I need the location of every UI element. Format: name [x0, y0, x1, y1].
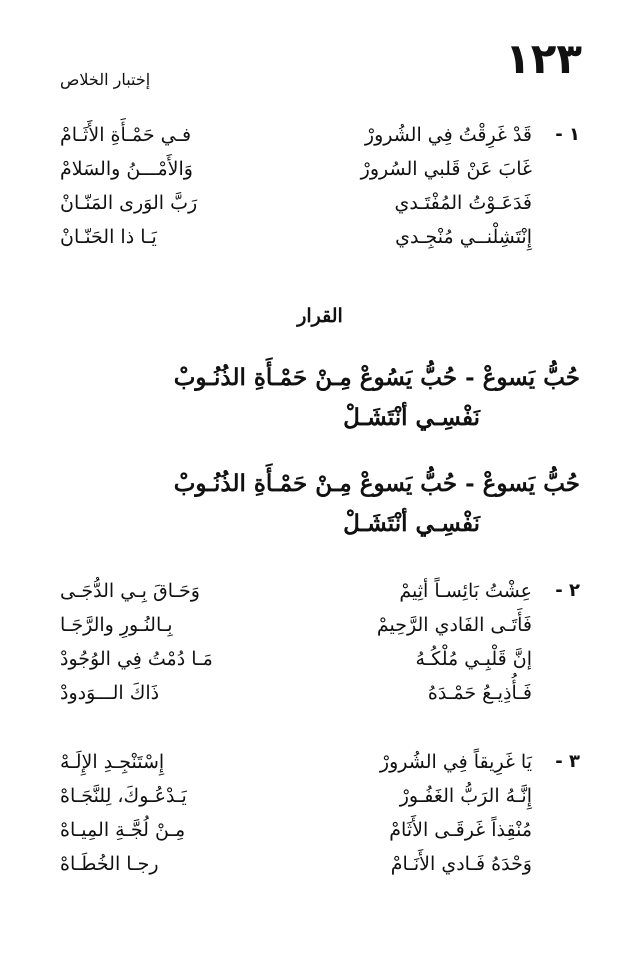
first-hemistich: فَأَتَـى الفَادي الرَّحِيمْ: [376, 614, 532, 636]
second-hemistich: فـي حَمْـأَةِ الأَثَـامْ: [60, 124, 192, 146]
verse-line: [60, 152, 580, 186]
first-hemistich: إِنَّـهُ الرَبُّ الغَفُـورْ: [399, 785, 532, 807]
refrain-block: [60, 358, 580, 438]
first-hemistich: فَدَعَـوْتُ المُفْتَـدي: [394, 192, 532, 214]
second-hemistich: بِـالنُـورِ والرَّجَـا: [60, 614, 173, 636]
stanza-2: [60, 574, 580, 710]
refrain-line: حُبُّ يَسوعْ - حُبُّ يَسوعْ مِـنْ حَمْـأَةِ الذُنُـوبْ: [173, 470, 580, 497]
verse-line: [60, 813, 580, 847]
second-hemistich: رَبَّ الوَرى المَنّـانْ: [60, 192, 198, 214]
first-hemistich: غَابَ عَنْ قَلبي السُرورْ: [360, 158, 532, 180]
stanza-1: [60, 118, 580, 254]
stanza-3: [60, 745, 580, 881]
hymn-title: إختبار الخلاص: [60, 70, 151, 89]
refrain-line: نَفْسِـي أنْتَشَـلْ: [343, 510, 480, 537]
verse-line: [60, 220, 580, 254]
second-hemistich: يَـا ذا الحَنّـانْ: [60, 226, 157, 248]
first-hemistich: عِشْتُ بَائِسـاً أثِيمْ: [399, 580, 532, 602]
second-hemistich: يَـدْعُـوكَ، لِلنَّجَـاهْ: [60, 785, 187, 807]
verse-line: [60, 745, 580, 779]
second-hemistich: مَـا دُمْتُ فِي الوُجُودْ: [60, 648, 213, 670]
first-hemistich: إِنْتَشِلْنــي مُنْجِـدي: [395, 226, 532, 248]
second-hemistich: رجـا الخُطَـاهْ: [60, 853, 159, 875]
second-hemistich: وَحَـاقَ بِـي الدُّجَـى: [60, 580, 200, 602]
first-hemistich: يَا غَرِيقاً فِي الشُرورْ: [379, 751, 532, 773]
first-hemistich: فَـأُذِيـعُ حَمْـدَهُ: [427, 682, 532, 704]
verse-line: [60, 676, 580, 710]
verse-line: [60, 186, 580, 220]
refrain-line: نَفْسِـي أنْتَشَـلْ: [343, 404, 480, 431]
first-hemistich: وَحْدَهُ فَـادي الأَنَـامْ: [390, 853, 532, 875]
first-hemistich: قَدْ غَرِقْتُ فِي الشُرورْ: [364, 124, 532, 146]
second-hemistich: مِـنْ لُجَّـةِ المِيـاهْ: [60, 819, 186, 841]
verse-line: [60, 847, 580, 881]
verse-line: [60, 608, 580, 642]
refrain-title: القرار: [297, 305, 343, 327]
first-hemistich: إنَّ قَلْبِـي مُلْكُـهُ: [415, 648, 532, 670]
stanza-number: ٣ -: [555, 751, 580, 772]
refrain-line: حُبُّ يَسوعْ - حُبُّ يَسُوعْ مِـنْ حَمْـأَةِ الذُنُـوبْ: [173, 364, 580, 391]
hymn-number: ١٢٣: [505, 34, 582, 83]
refrain-block: [60, 464, 580, 544]
verse-line: [60, 574, 580, 608]
stanza-number: ٢ -: [555, 580, 580, 601]
second-hemistich: ذَاكَ الـــوَدودْ: [60, 682, 160, 704]
first-hemistich: مُنْقِذاً غَرقَـى الأَثَامْ: [389, 819, 532, 841]
verse-line: [60, 118, 580, 152]
stanza-number: ١ -: [555, 124, 580, 145]
second-hemistich: إِسْتَنْجِـدِ الإِلَـهْ: [60, 751, 165, 773]
second-hemistich: وَالأَمْـــنُ والسَلامْ: [60, 158, 193, 180]
verse-line: [60, 779, 580, 813]
verse-line: [60, 642, 580, 676]
